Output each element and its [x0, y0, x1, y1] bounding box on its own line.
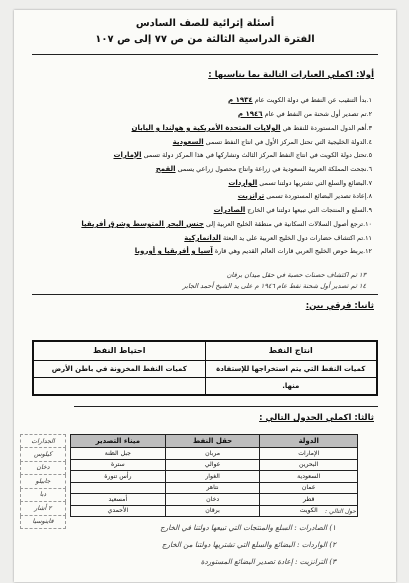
handwritten-item-14: ١٤ تم تصدير أول شحنة نفط عام ١٩٤٦ م على يد الشيخ أحمد الجابر [182, 282, 366, 290]
item-text: ٩.السلع و المنتجات التي تبيعها دولتنا في الخارج [245, 206, 372, 214]
item-1 [228, 96, 372, 104]
comparison-cell-empty [33, 377, 205, 395]
item-text: ٢.تم تصدير أول شحنة من النفط في عام [262, 110, 372, 118]
notes-label: حول التالي : [325, 508, 356, 515]
item-text: ٥.تحتل دولة الكويت في انتاج النفط المركز الثالث وتشاركها في هذا المركز دولة تسمى [141, 151, 372, 159]
oil-cell-country: الكويت [260, 505, 358, 517]
header-divider [32, 54, 378, 55]
table-row [21, 461, 66, 475]
item-text: ١٠.ترجع أصول السلالات السكانية في منطقة الخليج العربية إلى [203, 220, 372, 228]
oil-cell-port: جبل الظنة [71, 448, 166, 460]
item-answer: ١٩٣٤ م [228, 96, 253, 104]
oil-table [70, 434, 358, 517]
comparison-col-production: انتاج النفط [205, 341, 377, 360]
handwritten-extra-column [20, 434, 66, 529]
item-text: ٤.الدولة الخليجية التي تحتل المركز الأول في انتاج النفط تسمى [203, 138, 372, 146]
item-5 [114, 151, 373, 159]
comparison-cell-production: كميات النفط التي يتم استخراجها للإستفادة [205, 360, 377, 377]
item-text: ١٢.يربط حوض الخليج العربي قارات العالم القديم وهي قارة [212, 247, 372, 255]
extra-cell: جابيلو [21, 475, 66, 489]
item-answer: الإمارات [113, 151, 142, 159]
extra-col-header: الجدارات [21, 435, 66, 448]
item-10 [81, 220, 372, 228]
item-answer: الدانماركية [184, 234, 221, 242]
worksheet-title: أسئلة إثرائية للصف السادس [135, 18, 275, 29]
item-2 [238, 110, 372, 118]
section3-heading: ثالثا: اكملي الجدول التالي : [259, 413, 374, 423]
item-11 [184, 234, 372, 242]
item-answer: ١٩٤٦ م [237, 110, 263, 118]
table-row [71, 471, 358, 483]
oil-cell-port: رأس تنورة [71, 471, 166, 483]
oil-cell-field: نتاهر [165, 482, 260, 494]
item-text: ٣.أهم الدول المستوردة للنفط هي [280, 124, 372, 132]
item-answer: الصادرات [213, 206, 246, 214]
extra-cell: كيلوس [21, 448, 66, 462]
item-8 [238, 192, 372, 200]
oil-cell-country: السعودية [260, 471, 358, 483]
table-row [21, 502, 66, 516]
item-7 [228, 179, 372, 187]
oil-cell-country: البحرين [260, 459, 358, 471]
table-row [71, 482, 358, 494]
item-4 [173, 138, 372, 146]
item-answer: جنس البحر المتوسط وشرق أفريقيا [81, 220, 204, 228]
note-line-2: ٢) الواردات : البضائع والسلع التي تشتريها دولتنا من الخارج [161, 540, 336, 549]
extra-cell: فاينوسيا [21, 515, 66, 529]
table-row [21, 475, 66, 489]
table-row [21, 515, 66, 529]
handwritten-item-13: ١٣ تم اكتشاف حصنات حصبة في حقل ميدان برقان [226, 271, 366, 279]
table-row [71, 448, 358, 460]
item-text: ١.بدأ التنقيب عن النفط في دولة الكويت عام [252, 96, 372, 104]
item-text: ١١.تم اكتشاف حضارات دول الخليج العربية على يد البعثة [220, 234, 372, 242]
table-row [71, 505, 358, 517]
item-3 [131, 124, 372, 132]
item-answer: آسيا و أفريقيا و أوروبا [134, 247, 213, 255]
item-text: ٦.نجحت المملكة العربية السعودية في زراعة وانتاج محصول زراعي يسمى [175, 165, 372, 173]
comparison-col-reserve: احتياط النفط [33, 341, 205, 360]
oil-col-country: الدولة [260, 435, 358, 448]
oil-col-port: ميناء التصدير [71, 435, 166, 448]
section-divider-2 [74, 406, 378, 407]
item-6 [156, 165, 372, 173]
oil-cell-port: أمسعيد [71, 494, 166, 506]
oil-cell-port [71, 482, 166, 494]
table-row [71, 459, 358, 471]
extra-cell: دخان [21, 461, 66, 475]
item-answer: ترانزيت [237, 192, 265, 200]
worksheet-page [14, 10, 396, 582]
comparison-table [32, 340, 378, 396]
oil-cell-field: عوالي [165, 459, 260, 471]
oil-cell-country: عمان [260, 482, 358, 494]
oil-cell-country: الإمارات [260, 448, 358, 460]
section-divider [32, 294, 378, 295]
item-text: ٧.البضائع والسلع التي تشتريها دولتنا تسمى [257, 179, 372, 187]
table-row [21, 448, 66, 462]
worksheet-subtitle: الفترة الدراسية الثالثة من ص ٧٧ إلى ص ١٠٧ [95, 34, 315, 45]
oil-cell-field: مربان [165, 448, 260, 460]
item-12 [135, 247, 372, 255]
section1-heading: أولا: اكملي العبارات التالية بما يناسبها : [208, 70, 374, 80]
note-line-1: ١) الصادرات : السلع والمنتجات التي تبيعها دولتنا في الخارج [160, 523, 336, 532]
item-text: ٨.إعادة تصدير البضائع المستوردة تسمى [264, 192, 372, 200]
oil-cell-port: الأحمدي [71, 505, 166, 517]
item-answer: السعودية [172, 138, 204, 146]
item-answer: القمح [155, 165, 176, 173]
oil-cell-port: سترة [71, 459, 166, 471]
item-answer: الولايات المتحدة الأمريكية و هولندا و اليابان [131, 124, 281, 132]
comparison-cell-production-cont: منها. [205, 377, 377, 395]
oil-cell-field: برقان [165, 505, 260, 517]
extra-cell: ٢ أشار [21, 502, 66, 516]
section2-heading: ثانيا: فرقي بين: [305, 301, 374, 311]
note-line-3: ٣) الترانزيت : إعادة تصدير البضائع المستوردة [200, 557, 336, 566]
extra-cell: دبا [21, 488, 66, 502]
table-row [71, 494, 358, 506]
item-9 [214, 206, 372, 214]
oil-cell-field: الغوار [165, 471, 260, 483]
oil-cell-country: قطر [260, 494, 358, 506]
table-row [21, 488, 66, 502]
item-answer: الواردات [228, 179, 258, 187]
oil-cell-field: دخان [165, 494, 260, 506]
comparison-cell-reserve: كميات النفط المخزونة في باطن الأرض [33, 360, 205, 377]
oil-col-field: حقل النفط [165, 435, 260, 448]
